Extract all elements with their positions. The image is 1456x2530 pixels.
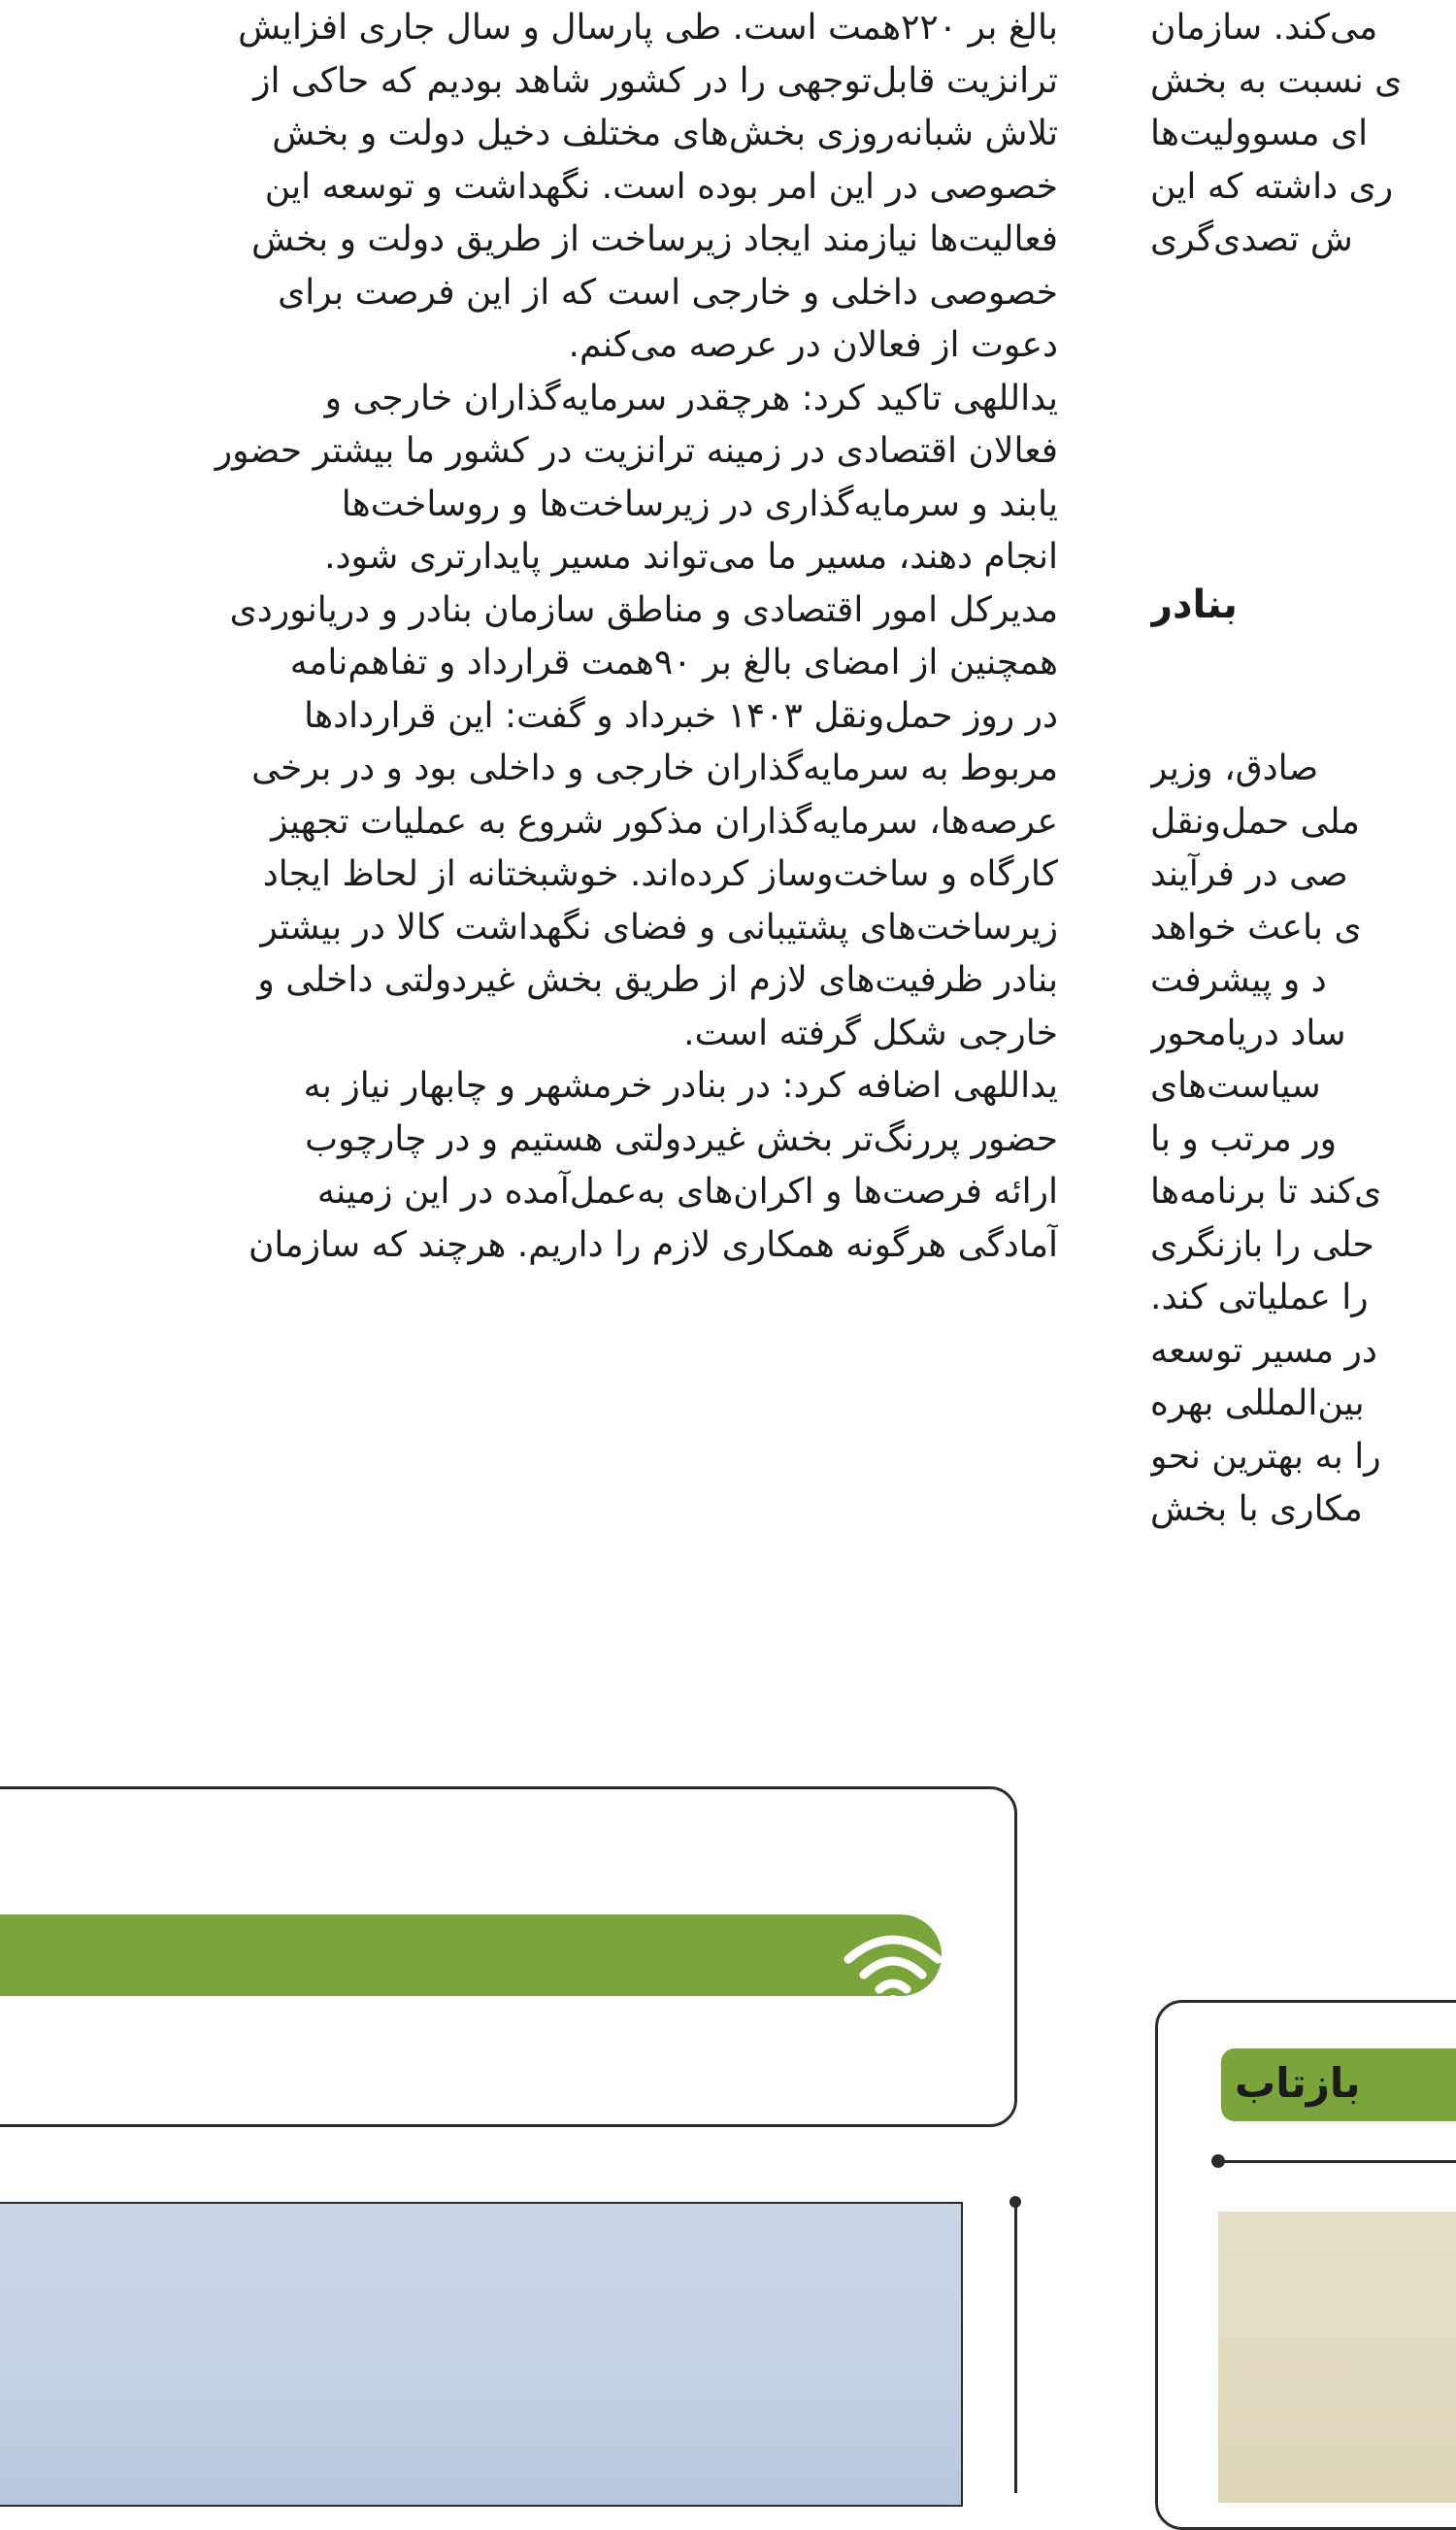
article-line: همچنین از امضای بالغ بر ۹۰همت قرارداد و تفاهم‌نامه xyxy=(289,643,1058,682)
article-line: عرصه‌ها، سرمایه‌گذاران مذکور شروع به عملیات تجهیز xyxy=(271,801,1058,842)
article-line: زیرساخت‌های پشتیبانی و فضای نگهداشت کالا در بیشتر xyxy=(260,907,1058,948)
side-line: ملی حمل‌ونقل xyxy=(1150,801,1360,842)
reflection-photo xyxy=(1218,2212,1456,2503)
article-line: تلاش شبانه‌روزی بخش‌های مختلف دخیل دولت و بخش xyxy=(272,114,1058,153)
article-line: خارجی شکل گرفته است. xyxy=(683,1013,1058,1053)
main-article-column xyxy=(0,2,1058,1272)
side-line: می‌کند. سازمان xyxy=(1150,8,1378,48)
side-section-heading: بنادر xyxy=(1150,583,1238,627)
side-line: ی باعث خواهد xyxy=(1150,907,1362,948)
article-line: ارائه فرصت‌ها و اکران‌های به‌عمل‌آمده در این زمینه xyxy=(316,1172,1058,1212)
wifi-icon xyxy=(835,1924,951,2012)
article-line: کارگاه و ساخت‌وساز کرده‌اند. خوشبختانه از لحاظ ایجاد xyxy=(262,854,1058,894)
side-line: ی‌کند تا برنامه‌ها xyxy=(1150,1172,1382,1212)
article-line: خصوصی داخلی و خارجی است که از این فرصت برای xyxy=(278,272,1058,313)
side-line: ای مسوولیت‌ها xyxy=(1150,114,1369,153)
article-line: یداللهی تاکید کرد: هرچقدر سرمایه‌گذاران خارجی و xyxy=(324,378,1058,418)
reflection-label: بازتاب xyxy=(1235,2059,1361,2107)
side-line: صادق، وزیر xyxy=(1150,749,1319,788)
side-line: بین‌المللی بهره xyxy=(1150,1383,1365,1423)
side-line: صی در فرآیند xyxy=(1150,854,1348,894)
article-line: بنادر ظرفیت‌های لازم از طریق بخش غیردولتی داخلی و xyxy=(257,960,1058,1000)
article-line: فعالان اقتصادی در زمینه ترانزیت در کشور ما بیشتر حضور xyxy=(215,431,1058,471)
side-line: د و پیشرفت xyxy=(1150,960,1327,1000)
side-line: ری داشته که این xyxy=(1150,166,1394,207)
side-line: را عملیاتی کند. xyxy=(1150,1278,1369,1317)
article-line: یداللهی اضافه کرد: در بنادر خرمشهر و چابهار نیاز به xyxy=(303,1066,1058,1106)
article-photo xyxy=(0,2202,963,2507)
article-line: خصوصی در این امر بوده است. نگهداشت و توسعه این xyxy=(264,166,1058,207)
side-line: حلی را بازنگری xyxy=(1150,1224,1374,1265)
article-line: یابند و سرمایه‌گذاری در زیرساخت‌ها و روساخت‌ها xyxy=(341,483,1058,524)
article-line: مربوط به سرمایه‌گذاران خارجی و داخلی بود و در برخی xyxy=(251,749,1058,788)
side-line: در مسیر توسعه xyxy=(1150,1330,1377,1371)
side-line: ی نسبت به بخش xyxy=(1150,60,1403,101)
green-banner-bar xyxy=(0,1914,942,1996)
side-line: را به بهترین نحو xyxy=(1150,1436,1381,1477)
article-line: فعالیت‌ها نیازمند ایجاد زیرساخت از طریق دولت و بخش xyxy=(251,219,1058,259)
side-line: ش تصدی‌گری xyxy=(1150,219,1353,259)
vertical-divider xyxy=(1014,2202,1017,2493)
side-article-column-bottom xyxy=(1150,743,1456,1537)
side-article-column-top xyxy=(1150,2,1456,267)
article-line: دعوت از فعالان در عرصه می‌کنم. xyxy=(568,325,1058,365)
article-line: بالغ بر ۲۲۰همت است. طی پارسال و سال جاری افزایش xyxy=(238,8,1058,48)
side-line: سیاست‌های xyxy=(1150,1066,1321,1106)
article-line: در روز حمل‌ونقل ۱۴۰۳ خبرداد و گفت: این قراردادها xyxy=(304,695,1058,736)
article-line: ترانزیت قابل‌توجهی را در کشور شاهد بودیم که حاکی از xyxy=(253,60,1058,101)
side-line: ساد دریامحور xyxy=(1150,1013,1346,1053)
article-line: آمادگی هرگونه همکاری لازم را داریم. هرچند که سازمان xyxy=(248,1224,1058,1265)
article-line: انجام دهند، مسیر ما می‌تواند مسیر پایدارتری شود. xyxy=(324,537,1058,577)
article-line: حضور پررنگ‌تر بخش غیردولتی هستیم و در چارچوب xyxy=(305,1118,1058,1159)
article-line: مدیرکل امور اقتصادی و مناطق سازمان بنادر و دریانوردی xyxy=(229,589,1058,630)
horizontal-divider xyxy=(1218,2160,1456,2163)
side-line: ور مرتب و با xyxy=(1150,1118,1337,1159)
side-line: مکاری با بخش xyxy=(1150,1489,1363,1529)
